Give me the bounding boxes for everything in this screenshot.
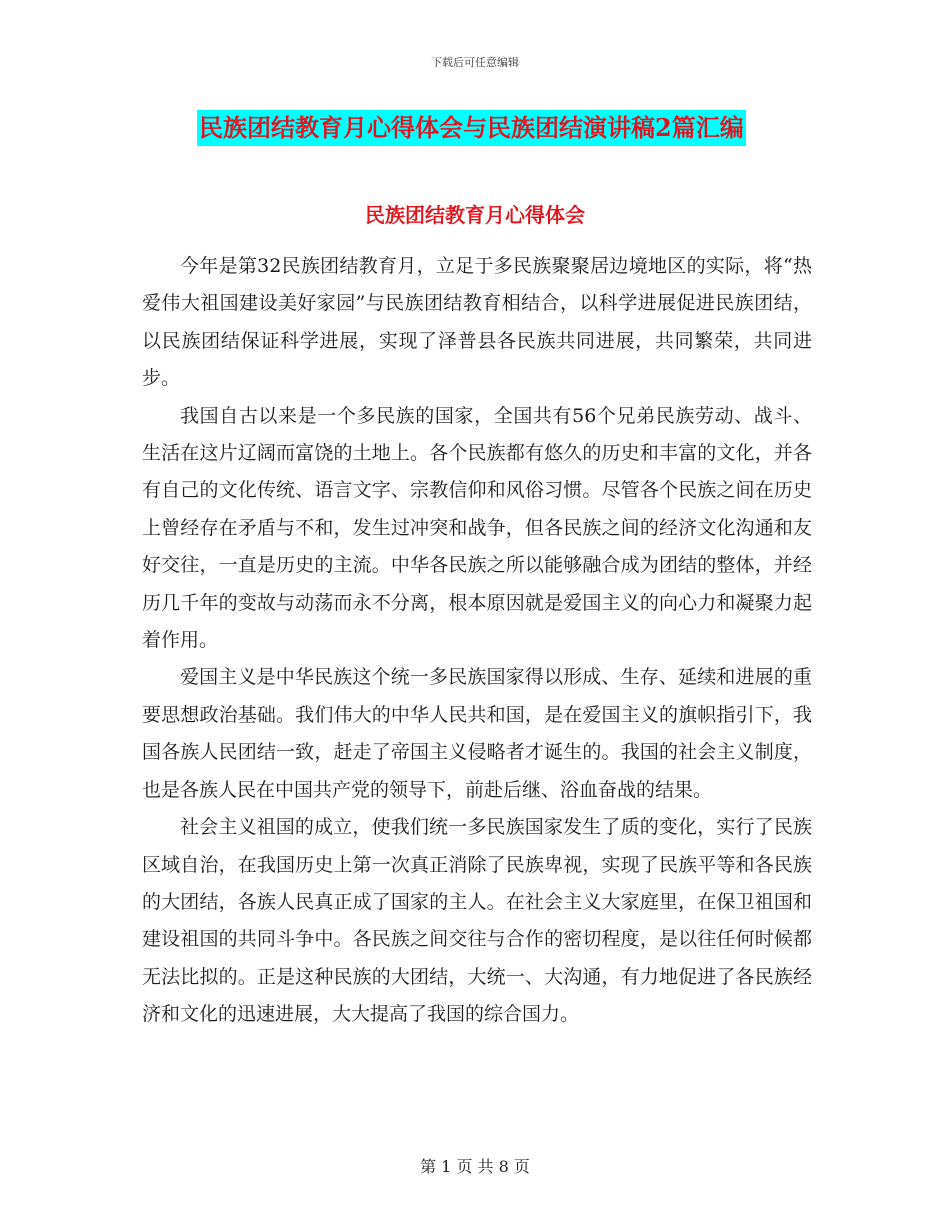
paragraph: 今年是第32民族团结教育月，立足于多民族聚聚居边境地区的实际，将“热爱伟大祖国建设美好家园”与民族团结教育相结合，以科学进展促进民族团结，以民族团结保证科学进展，实现了泽普县各民族共同进展，共同繁荣，共同进步。 [142, 255, 812, 390]
main-title-wrap [197, 110, 746, 146]
header-note: 下载后可任意编辑 [431, 56, 519, 69]
document-title: 民族团结教育月心得体会与民族团结演讲稿2篇汇编 [197, 110, 746, 146]
section-title: 民族团结教育月心得体会 [365, 203, 585, 227]
body-text [142, 248, 812, 1034]
paragraph: 爱国主义是中华民族这个统一多民族国家得以形成、生存、延续和进展的重要思想政治基础。我们伟大的中华人民共和国，是在爱国主义的旗帜指引下，我国各族人民团结一致，赶走了帝国主义侵略者才诞生的。我国的社会主义制度，也是各族人民在中国共产党的领导下，前赴后继、浴血奋战的结果。 [142, 666, 812, 801]
page-footer: 第 1 页 共 8 页 [420, 1157, 530, 1176]
paragraph: 我国自古以来是一个多民族的国家，全国共有56个兄弟民族劳动、战斗、生活在这片辽阔而富饶的土地上。各个民族都有悠久的历史和丰富的文化，并各有自己的文化传统、语言文字、宗教信仰和风俗习惯。尽管各个民族之间在历史上曾经存在矛盾与不和，发生过冲突和战争，但各民族之间的经济文化沟通和友好交往，一直是历史的主流。中华各民族之所以能够融合成为团结的整体，并经历几千年的变故与动荡而永不分离，根本原因就是爱国主义的向心力和凝聚力起着作用。 [142, 404, 812, 652]
paragraph: 社会主义祖国的成立，使我们统一多民族国家发生了质的变化，实行了民族区域自治，在我国历史上第一次真正消除了民族卑视，实现了民族平等和各民族的大团结，各族人民真正成了国家的主人。在社会主义大家庭里，在保卫祖国和建设祖国的共同斗争中。各民族之间交往与合作的密切程度，是以往任何时候都无法比拟的。正是这种民族的大团结，大统一、大沟通，有力地促进了各民族经济和文化的迅速进展，大大提高了我国的综合国力。 [142, 816, 812, 1026]
